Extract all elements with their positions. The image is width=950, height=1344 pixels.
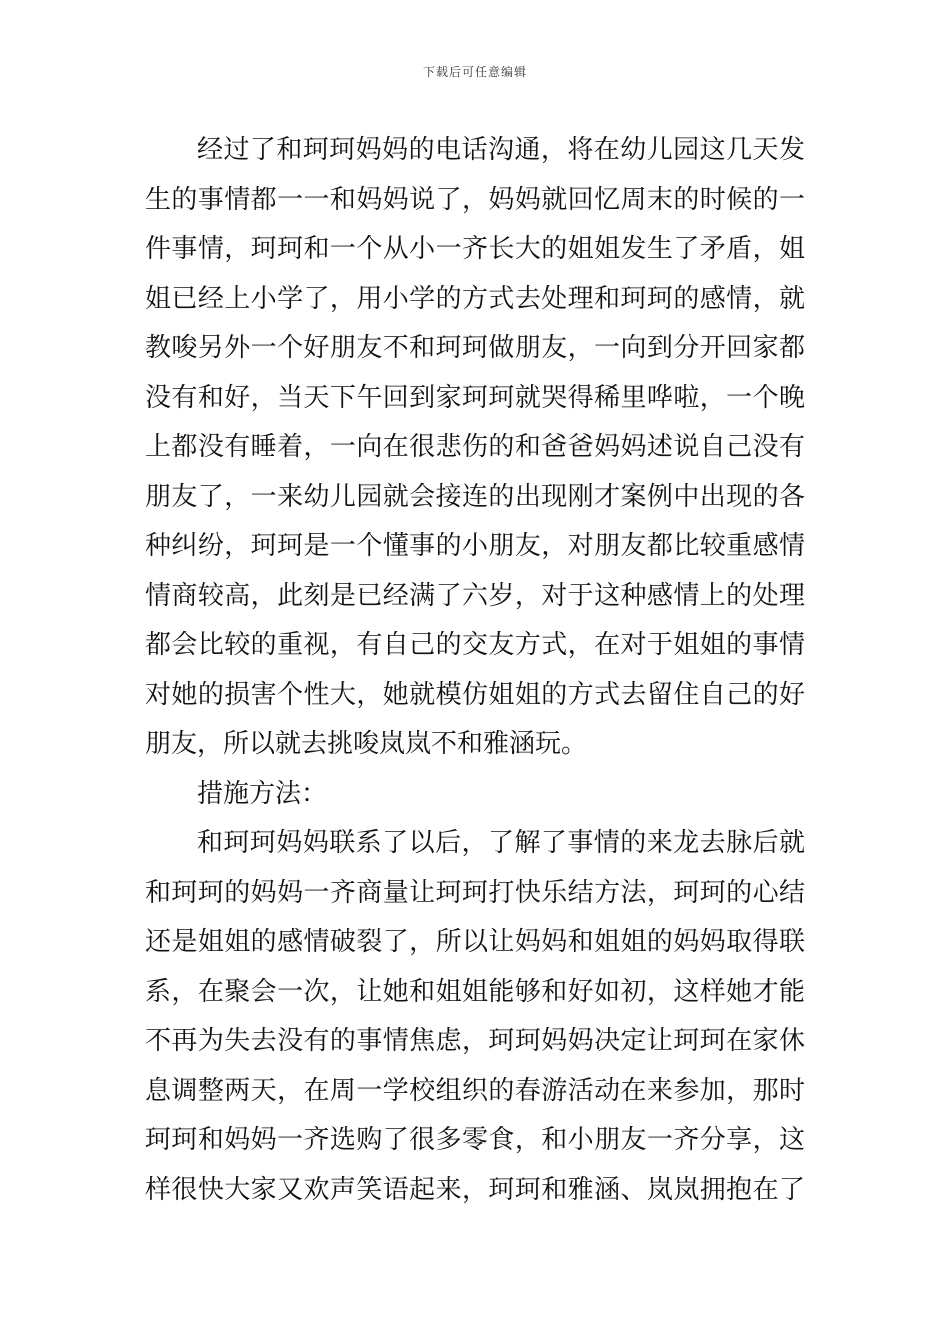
text-line: 息调整两天，在周一学校组织的春游活动在来参加，那时 [145, 1075, 805, 1106]
text-line: 种纠纷，珂珂是一个懂事的小朋友，对朋友都比较重感情 [145, 531, 805, 561]
text-line: 和珂珂妈妈联系了以后，了解了事情的来龙去脉后就 [197, 828, 805, 858]
text-line: 生的事情都一一和妈妈说了，妈妈就回忆周末的时候的一 [145, 184, 805, 215]
text-line: 和珂珂的妈妈一齐商量让珂珂打快乐结方法，珂珂的心结 [145, 877, 805, 908]
text-line: 措施方法： [197, 778, 328, 809]
page-header: 下载后可任意编辑 [422, 65, 527, 79]
text-line: 系，在聚会一次，让她和姐姐能够和好如初，这样她才能 [145, 976, 805, 1007]
text-line: 朋友，所以就去挑唆岚岚不和雅涵玩。 [145, 729, 588, 759]
text-line: 上都没有睡着，一向在很悲伤的和爸爸妈妈述说自己没有 [145, 432, 805, 462]
text-line: 对她的损害个性大，她就模仿姐姐的方式去留住自己的好 [145, 679, 805, 710]
text-line: 没有和好，当天下午回到家珂珂就哭得稀里哗啦，一个晚 [145, 382, 805, 413]
paragraph [145, 126, 805, 770]
document-body [145, 126, 805, 1215]
paragraph [145, 819, 805, 1215]
text-line: 件事情，珂珂和一个从小一齐长大的姐姐发生了矛盾，姐 [145, 234, 805, 264]
section-heading [145, 770, 805, 820]
text-line: 都会比较的重视，有自己的交友方式，在对于姐姐的事情 [145, 630, 805, 660]
text-line: 姐已经上小学了，用小学的方式去处理和珂珂的感情，就 [145, 283, 805, 314]
text-line: 朋友了，一来幼儿园就会接连的出现刚才案例中出现的各 [145, 481, 805, 512]
text-line: 不再为失去没有的事情焦虑，珂珂妈妈决定让珂珂在家休 [145, 1026, 805, 1056]
text-line: 还是姐姐的感情破裂了，所以让妈妈和姐姐的妈妈取得联 [145, 927, 805, 957]
text-line: 教唆另外一个好朋友不和珂珂做朋友，一向到分开回家都 [145, 333, 805, 363]
text-line: 经过了和珂珂妈妈的电话沟通，将在幼儿园这几天发 [197, 135, 805, 165]
text-line: 样很快大家又欢声笑语起来，珂珂和雅涵、岚岚拥抱在了 [145, 1174, 805, 1205]
text-line: 情商较高，此刻是已经满了六岁，对于这种感情上的处理 [145, 580, 805, 611]
text-line: 珂珂和妈妈一齐选购了很多零食，和小朋友一齐分享，这 [145, 1125, 805, 1155]
